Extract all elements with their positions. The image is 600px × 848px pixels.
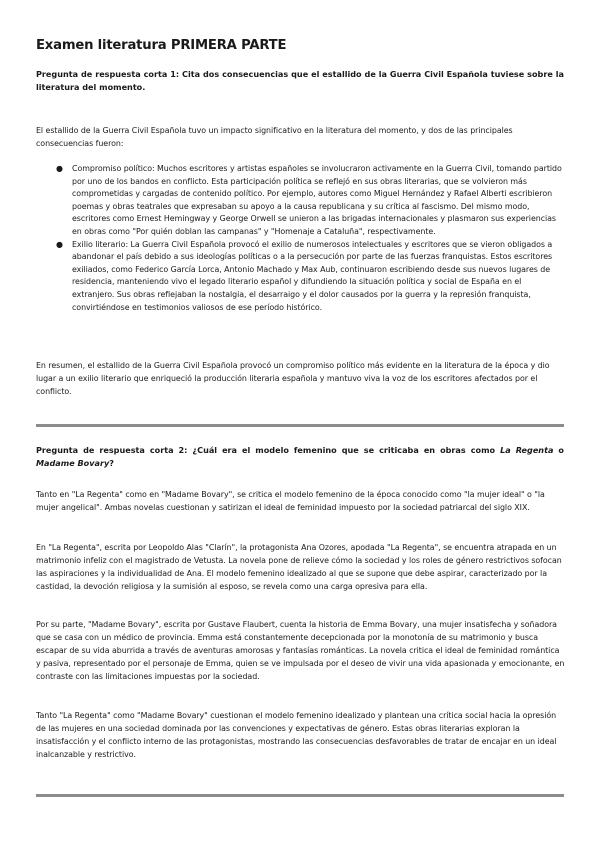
question-2 — [36, 444, 564, 470]
question-2-end: ? — [109, 458, 114, 468]
question-1: Pregunta de respuesta corta 1: Cita dos consecuencias que el estallido de la Guerra Civil Española tuviese sobre la literatura del momento. — [36, 69, 564, 92]
list-item — [36, 239, 566, 315]
page-bottom-divider — [36, 794, 564, 797]
section-divider — [36, 424, 564, 427]
work-title-la-regenta: La Regenta — [500, 445, 554, 455]
answer-1-conclusion: En resumen, el estallido de la Guerra Civil Española provocó un compromiso político más evidente en la literatura de la época y dio lugar a un exilio literario que enriqueció la producción literaria española y mantuvo viva la voz de los escritores afectados por el conflicto. — [36, 361, 550, 396]
work-title-madame-bovary: Madame Bovary — [36, 458, 110, 468]
answer-1-intro: El estallido de la Guerra Civil Española tuvo un impacto significativo en la literatura del momento, y dos de las principales consecuencias fueron: — [36, 126, 513, 148]
answer-1-list — [36, 163, 566, 314]
answer-2-paragraph-2: En "La Regenta", escrita por Leopoldo Alas "Clarín", la protagonista Ana Ozores, apodada "La Regenta", se encuentra atrapada en un matrimonio infeliz con el magistrado de Vetusta. La novela pone de relieve cómo la sociedad y los roles de género restrictivos sofocan las aspiraciones y la individualidad de Ana. El modelo femenino idealizado al que se supone que debe aspirar, caracterizado por la castidad, la devoción religiosa y la sumisión al esposo, se revela como una carga opresiva para ella. — [36, 543, 562, 591]
list-item-text: Compromiso político: Muchos escritores y artistas españoles se involucraron activamente en la Guerra Civil, tomando partido por uno de los bandos en conflicto. Esta participación política se reflejó en sus obras literarias, que se volvieron más comprometidas y cargadas de contenido político. Por ejemplo, autores como Miguel Hernández y Rafael Alberti escribieron poemas y obras teatrales que expresaban su apoyo a la causa republicana y su crítica al fascismo. Del mismo modo, escritores como Ernest Hemingway y George Orwell se unieron a las brigadas internacionales y plasmaron sus experiencias en obras como "Por quién doblan las campanas" y "Homenaje a Cataluña", respectivamente. — [72, 164, 562, 236]
answer-2-paragraph-3: Por su parte, "Madame Bovary", escrita por Gustave Flaubert, cuenta la historia de Emma Bovary, una mujer insatisfecha y soñadora que se casa con un médico de provincia. Emma está constantemente decepcionada por la monotonía de su matrimonio y busca escapar de su vida aburrida a través de aventuras amorosas y fantasías románticas. La novela critica el ideal de feminidad romántica y pasiva, representado por el personaje de Emma, quien se ve impulsada por el deseo de vivir una vida apasionada y emocionante, en contraste con las limitaciones impuestas por la sociedad. — [36, 620, 565, 681]
question-2-text: Pregunta de respuesta corta 2: ¿Cuál era el modelo femenino que se criticaba en obras como — [36, 445, 501, 455]
list-item — [36, 163, 566, 239]
answer-2-paragraph-1: Tanto en "La Regenta" como en "Madame Bovary", se critica el modelo femenino de la época conocido como "la mujer ideal" o "la mujer angelical". Ambas novelas cuestionan y satirizan el ideal de feminidad impuesto por la sociedad patriarcal del siglo XIX. — [36, 490, 545, 512]
page-title: Examen literatura PRIMERA PARTE — [36, 38, 287, 53]
bullet-icon: ● — [56, 239, 63, 249]
answer-2-paragraph-4: Tanto "La Regenta" como "Madame Bovary" cuestionan el modelo femenino idealizado y plantean una crítica social hacia la opresión de las mujeres en una sociedad dominada por las convenciones y expectativas de género. Estas obras literarias exploran la insatisfacción y el conflicto interno de las protagonistas, mostrando las consecuencias desfavorables de tratar de encajar en un ideal inalcanzable y restrictivo. — [36, 711, 557, 759]
list-item-text: Exilio literario: La Guerra Civil Española provocó el exilio de numerosos intelectuales y escritores que se vieron obligados a abandonar el país debido a sus ideologías políticas o a la persecución por parte de las fuerzas franquistas. Estos escritores exiliados, como Federico García Lorca, Antonio Machado y Max Aub, continuaron escribiendo desde sus nuevos lugares de residencia, manteniendo vivo el legado literario español y difundiendo la situación política y social de España en el extranjero. Sus obras reflejaban la nostalgia, el desarraigo y el dolor causados por la guerra y la represión franquista, convirtiéndose en testimonios valiosos de ese período histórico. — [72, 239, 553, 312]
bullet-icon: ● — [56, 164, 63, 173]
question-2-connector: o — [553, 445, 564, 455]
